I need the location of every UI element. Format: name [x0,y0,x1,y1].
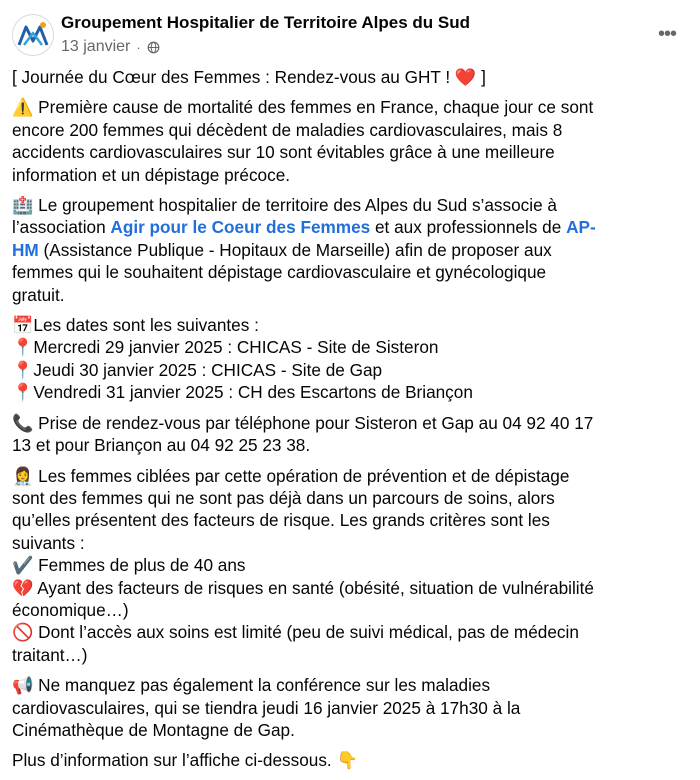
paragraph-intro [12,96,688,186]
agir-coeur-femmes-link[interactable]: Agir pour le Coeur des Femmes [110,217,371,238]
text-line: Cinémathèque de Montagne de Gap. [12,719,295,740]
text-line [12,239,688,261]
globe-icon [147,41,160,54]
page-avatar[interactable] [12,14,54,56]
text-line: suivants : [12,532,85,553]
text-line: 📢 Ne manquez pas également la conférence sur les maladies [12,675,491,696]
date-item: 📍Jeudi 30 janvier 2025 : CHICAS - Site de Gap [12,359,383,380]
paragraph-dates [12,314,688,404]
text-fragment: et aux professionnels de [370,217,567,238]
post-title-paragraph [12,66,688,88]
post-header [12,10,688,62]
post-meta [61,38,160,56]
paragraph-more-info [12,749,688,771]
text-line: 👩‍⚕️ Les femmes ciblées par cette opération de prévention et de dépistage [12,465,570,486]
text-line: économique…) [12,599,129,620]
date-item: 📍Mercredi 29 janvier 2025 : CHICAS - Site de Sisteron [12,337,439,358]
date-item: 📍Vendredi 31 janvier 2025 : CH des Escartons de Briançon [12,382,473,403]
criteria-item: 🚫 Dont l’accès aux soins est limité (peu de suivi médical, pas de médecin [12,622,579,643]
text-line [12,216,688,238]
paragraph-partners [12,194,688,306]
ght-logo-icon [13,15,53,55]
text-line: traitant…) [12,644,88,665]
text-line: 13 et pour Briançon au 04 92 25 23 38. [12,435,311,456]
text-fragment: l’association [12,217,111,238]
ap-hm-link-part2[interactable]: HM [12,239,39,260]
text-line: accidents cardiovasculaires sur 10 sont évitables grâce à une meilleure [12,142,555,163]
paragraph-phone [12,412,688,457]
text-line: qu’elles présentent des facteurs de risque. Les grands critères sont les [12,510,550,531]
ap-hm-link-part1[interactable]: AP- [566,217,596,238]
text-line: 🏥 Le groupement hospitalier de territoire des Alpes du Sud s’associe à [12,195,557,216]
paragraph-criteria [12,465,688,667]
text-line: 📞 Prise de rendez-vous par téléphone pour Sisteron et Gap au 04 92 40 17 [12,412,594,433]
post-title-line: [ Journée du Cœur des Femmes : Rendez-vous au GHT ! ❤️ ] [12,67,486,87]
text-line: femmes qui le souhaitent dépistage cardiovasculaire et gynécologique [12,262,547,283]
text-line: information et un dépistage précoce. [12,164,291,185]
page-name-link[interactable]: Groupement Hospitalier de Territoire Alpes du Sud [61,13,471,32]
post-body [12,66,688,780]
paragraph-conference [12,674,688,741]
text-line: cardiovasculaires, qui se tiendra jeudi 16 janvier 2025 à 17h30 à la [12,697,521,718]
more-options-button[interactable]: ••• [657,22,676,45]
text-line: ⚠️ Première cause de mortalité des femmes en France, chaque jour ce sont [12,97,594,118]
post-date[interactable]: 13 janvier [61,38,131,55]
text-line: gratuit. [12,284,65,305]
criteria-item: ✔️ Femmes de plus de 40 ans [12,555,246,576]
meta-separator: · [136,39,141,55]
criteria-item: 💔 Ayant des facteurs de risques en santé (obésité, situation de vulnérabilité [12,577,594,598]
text-line: Plus d’information sur l’affiche ci-dessous. 👇 [12,750,358,771]
text-line: sont des femmes qui ne sont pas déjà dans un parcours de soins, alors [12,487,555,508]
text-line: encore 200 femmes qui décèdent de maladies cardiovasculaires, mais 8 [12,119,563,140]
dates-heading: 📅Les dates sont les suivantes : [12,315,259,336]
text-fragment: (Assistance Publique - Hopitaux de Marseille) afin de proposer aux [38,239,552,260]
